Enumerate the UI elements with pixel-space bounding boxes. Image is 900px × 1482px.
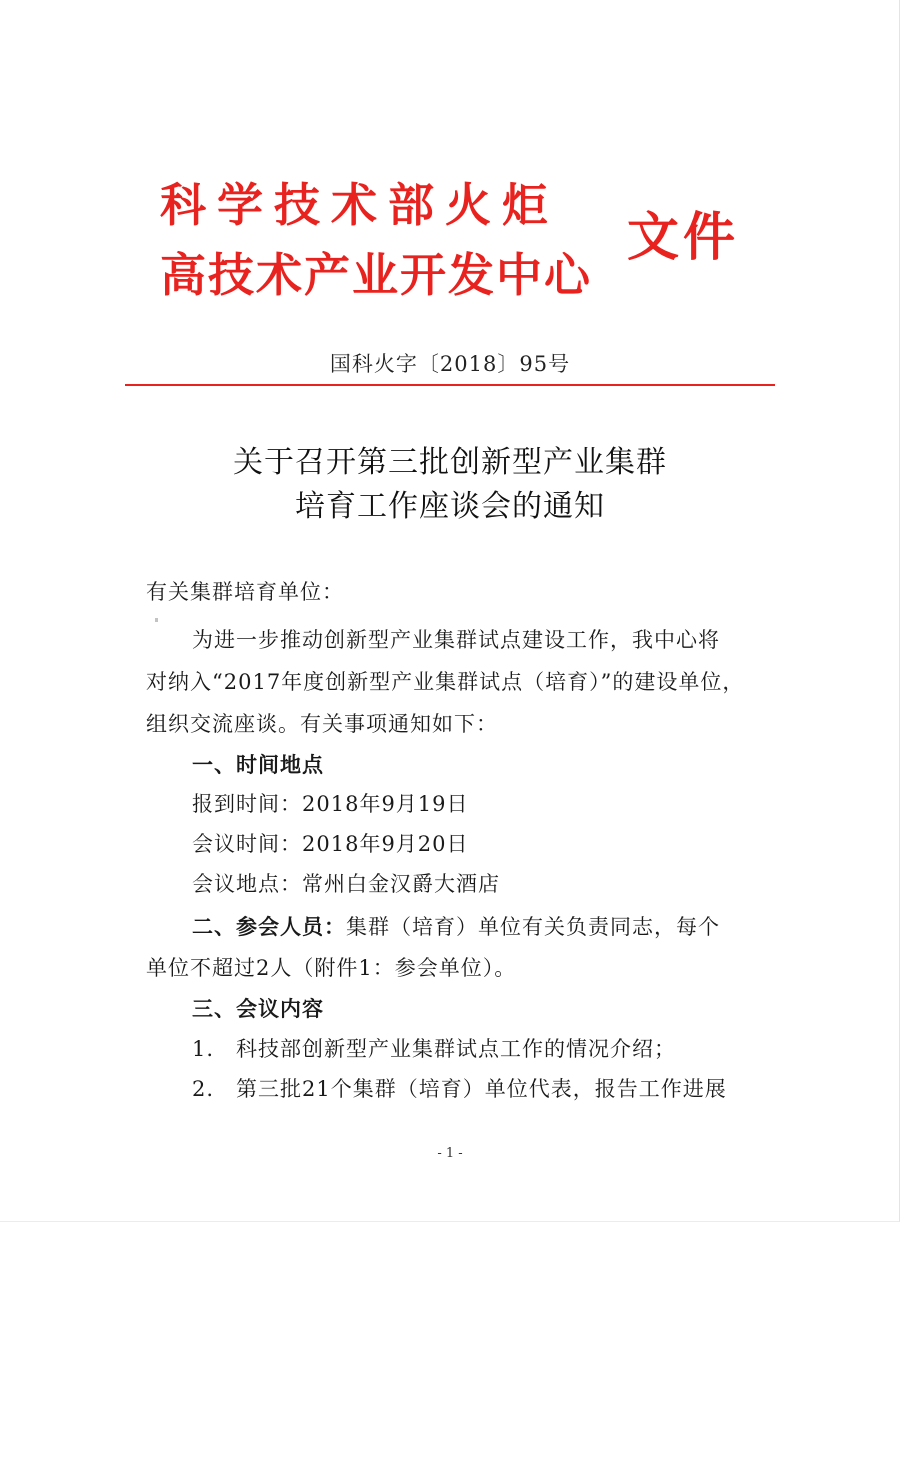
meeting-place: 会议地点：常州白金汉爵大酒店 — [192, 872, 500, 896]
scan-speck — [155, 618, 158, 622]
issuer-line-1: 科学技术部火炬 — [160, 178, 559, 232]
agenda-item-2: 2. 第三批21个集群（培育）单位代表，报告工作进展 — [192, 1077, 727, 1101]
meeting-time: 会议时间：2018年9月20日 — [192, 832, 469, 856]
salutation: 有关集群培育单位： — [146, 580, 344, 604]
section-2-line-1 — [192, 916, 832, 938]
page-number: - 1 - — [437, 1146, 463, 1161]
issuer-line-2: 高技术产业开发中心 — [160, 248, 592, 302]
section-2-line-2: 单位不超过2人（附件1：参会单位）。 — [146, 956, 517, 980]
blank-area — [0, 1222, 900, 1482]
section-1-heading: 一、时间地点 — [192, 752, 324, 777]
red-letterhead — [160, 172, 760, 302]
document-title-line-1: 关于召开第三批创新型产业集群 — [233, 445, 667, 480]
doc-type-label: 文件 — [627, 207, 740, 268]
agenda-item-1: 1. 科技部创新型产业集群试点工作的情况介绍； — [192, 1037, 677, 1061]
intro-paragraph-line-2: 对纳入“2017年度创新型产业集群试点（培育）”的建设单位， — [146, 670, 745, 694]
red-divider-line — [125, 384, 775, 386]
document-title-line-2: 培育工作座谈会的通知 — [295, 489, 605, 524]
intro-paragraph-line-1: 为进一步推动创新型产业集群试点建设工作，我中心将 — [192, 628, 720, 652]
document-number: 国科火字〔2018〕95号 — [329, 352, 571, 376]
intro-paragraph-line-3: 组织交流座谈。有关事项通知如下： — [146, 712, 498, 736]
section-2-text-a: 集群（培育）单位有关负责同志，每个 — [346, 915, 720, 939]
section-2-heading: 二、参会人员： — [192, 914, 346, 939]
checkin-time: 报到时间：2018年9月19日 — [192, 792, 469, 816]
section-3-heading: 三、会议内容 — [192, 996, 324, 1021]
